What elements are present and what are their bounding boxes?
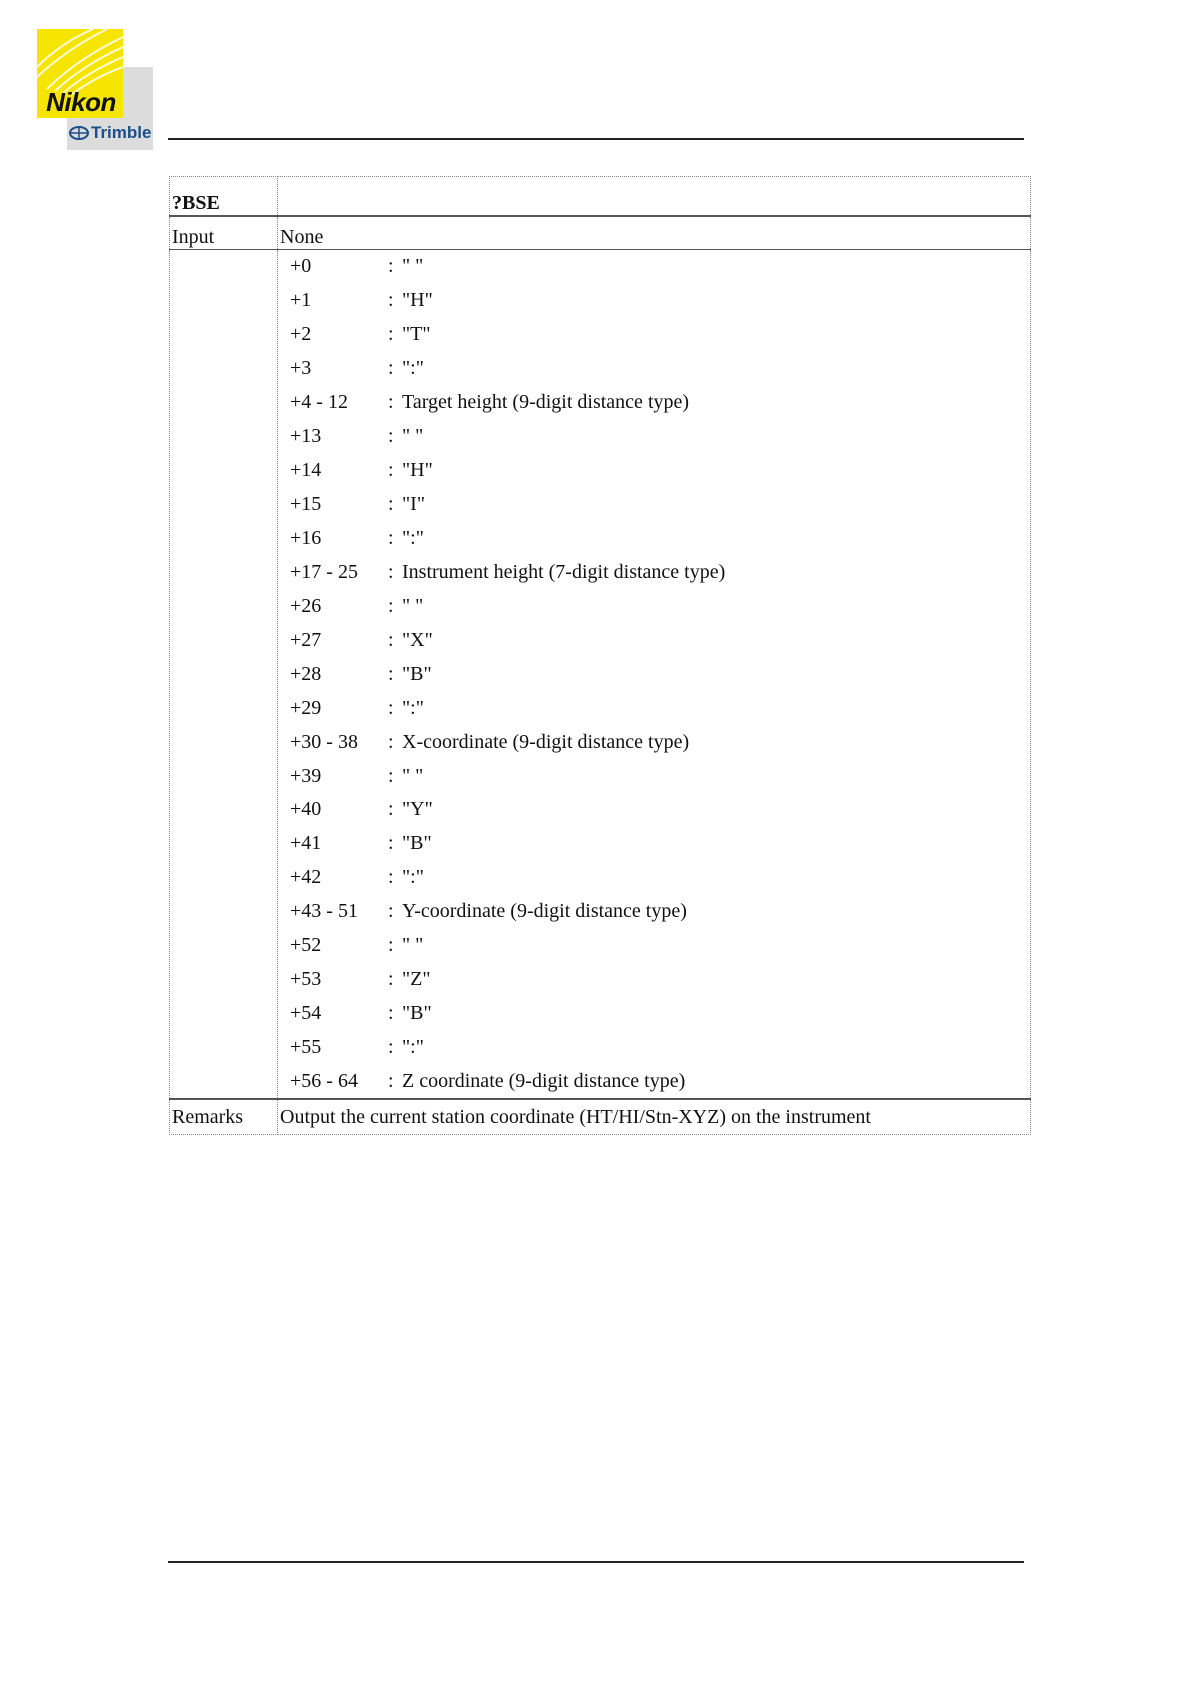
output-colon: : bbox=[388, 662, 394, 685]
output-desc: " " bbox=[402, 594, 424, 617]
output-line bbox=[280, 522, 1028, 556]
output-line bbox=[280, 352, 1028, 386]
command-row bbox=[170, 177, 1031, 217]
output-offset: +39 bbox=[290, 764, 322, 787]
output-offset: +4 - 12 bbox=[290, 391, 348, 414]
output-desc: "H" bbox=[402, 459, 433, 482]
remarks-row bbox=[170, 1099, 1031, 1135]
output-offset: +55 bbox=[290, 1036, 322, 1059]
output-colon: : bbox=[388, 1036, 394, 1059]
output-colon: : bbox=[388, 628, 394, 651]
output-offset: +1 bbox=[290, 289, 312, 312]
output-desc: Instrument height (7-digit distance type) bbox=[402, 560, 726, 583]
output-line bbox=[280, 284, 1028, 318]
output-offset: +29 bbox=[290, 696, 322, 719]
output-offset: +56 - 64 bbox=[290, 1069, 358, 1092]
output-line bbox=[280, 725, 1028, 759]
output-offset: +2 bbox=[290, 323, 312, 346]
output-colon: : bbox=[388, 900, 394, 923]
output-desc: "H" bbox=[402, 289, 433, 312]
output-colon: : bbox=[388, 594, 394, 617]
output-line bbox=[280, 420, 1028, 454]
output-desc: "B" bbox=[402, 662, 432, 685]
output-offset: +27 bbox=[290, 628, 322, 651]
output-desc: " " bbox=[402, 255, 424, 278]
output-line bbox=[280, 454, 1028, 488]
output-colon: : bbox=[388, 764, 394, 787]
output-colon: : bbox=[388, 1002, 394, 1025]
output-desc: ":" bbox=[402, 357, 424, 380]
output-line bbox=[280, 963, 1028, 997]
output-offset: +52 bbox=[290, 934, 322, 957]
output-desc: Z coordinate (9-digit distance type) bbox=[402, 1069, 686, 1092]
output-desc: ":" bbox=[402, 1036, 424, 1059]
header-rule bbox=[168, 138, 1024, 140]
command-name: ?BSE bbox=[170, 177, 278, 217]
output-line bbox=[280, 623, 1028, 657]
output-offset: +40 bbox=[290, 798, 322, 821]
output-colon: : bbox=[388, 526, 394, 549]
output-offset: +42 bbox=[290, 866, 322, 889]
output-colon: : bbox=[388, 493, 394, 516]
output-line bbox=[280, 1031, 1028, 1065]
output-line bbox=[280, 929, 1028, 963]
command-spec-table bbox=[169, 176, 1031, 1135]
output-offset: +16 bbox=[290, 526, 322, 549]
output-offset: +26 bbox=[290, 594, 322, 617]
output-desc: " " bbox=[402, 934, 424, 957]
output-offset: +15 bbox=[290, 493, 322, 516]
output-colon: : bbox=[388, 255, 394, 278]
output-desc: "B" bbox=[402, 1002, 432, 1025]
output-offset: +41 bbox=[290, 832, 322, 855]
output-line bbox=[280, 657, 1028, 691]
logo-trimble bbox=[69, 121, 153, 145]
output-desc: X-coordinate (9-digit distance type) bbox=[402, 730, 690, 753]
output-offset: +14 bbox=[290, 459, 322, 482]
output-offset: +43 - 51 bbox=[290, 900, 358, 923]
input-label: Input bbox=[170, 216, 278, 250]
output-colon: : bbox=[388, 696, 394, 719]
output-colon: : bbox=[388, 560, 394, 583]
output-colon: : bbox=[388, 357, 394, 380]
nikon-trimble-logo bbox=[37, 29, 153, 150]
output-offset: +13 bbox=[290, 425, 322, 448]
output-line bbox=[280, 589, 1028, 623]
output-desc: "X" bbox=[402, 628, 433, 651]
output-desc: "T" bbox=[402, 323, 431, 346]
output-desc: " " bbox=[402, 425, 424, 448]
output-offset: +17 - 25 bbox=[290, 560, 358, 583]
output-format-list bbox=[278, 250, 1031, 1100]
output-desc: "Y" bbox=[402, 798, 433, 821]
output-colon: : bbox=[388, 323, 394, 346]
output-colon: : bbox=[388, 459, 394, 482]
output-colon: : bbox=[388, 798, 394, 821]
remarks-label: Remarks bbox=[170, 1099, 278, 1135]
logo-yellow-panel bbox=[37, 29, 123, 118]
output-desc: Y-coordinate (9-digit distance type) bbox=[402, 900, 687, 923]
output-colon: : bbox=[388, 866, 394, 889]
output-label-cell bbox=[170, 250, 278, 1100]
output-desc: " " bbox=[402, 764, 424, 787]
output-offset: +28 bbox=[290, 662, 322, 685]
output-line bbox=[280, 861, 1028, 895]
output-line bbox=[280, 827, 1028, 861]
trimble-globe-icon bbox=[69, 125, 89, 141]
remarks-value: Output the current station coordinate (HT/HI/Stn-XYZ) on the instrument bbox=[278, 1099, 1031, 1135]
output-line bbox=[280, 691, 1028, 725]
footer-rule bbox=[168, 1561, 1024, 1563]
output-offset: +30 - 38 bbox=[290, 730, 358, 753]
output-line bbox=[280, 793, 1028, 827]
output-line bbox=[280, 386, 1028, 420]
output-line bbox=[280, 895, 1028, 929]
output-colon: : bbox=[388, 289, 394, 312]
output-desc: "I" bbox=[402, 493, 425, 516]
command-blank-cell bbox=[278, 177, 1031, 217]
output-row bbox=[170, 250, 1031, 1100]
output-offset: +54 bbox=[290, 1002, 322, 1025]
output-line bbox=[280, 250, 1028, 284]
output-line bbox=[280, 759, 1028, 793]
output-colon: : bbox=[388, 730, 394, 753]
logo-trimble-text: Trimble bbox=[91, 123, 152, 142]
output-desc: ":" bbox=[402, 526, 424, 549]
logo-nikon-text: Nikon bbox=[46, 87, 116, 117]
output-colon: : bbox=[388, 425, 394, 448]
output-desc: Target height (9-digit distance type) bbox=[402, 391, 690, 414]
output-offset: +3 bbox=[290, 357, 312, 380]
output-offset: +0 bbox=[290, 255, 312, 278]
input-row bbox=[170, 216, 1031, 250]
output-desc: "Z" bbox=[402, 968, 431, 991]
output-colon: : bbox=[388, 1069, 394, 1092]
output-colon: : bbox=[388, 934, 394, 957]
output-desc: ":" bbox=[402, 696, 424, 719]
output-line bbox=[280, 997, 1028, 1031]
output-desc: "B" bbox=[402, 832, 432, 855]
output-line bbox=[280, 1065, 1028, 1099]
output-colon: : bbox=[388, 832, 394, 855]
output-offset: +53 bbox=[290, 968, 322, 991]
output-colon: : bbox=[388, 391, 394, 414]
output-colon: : bbox=[388, 968, 394, 991]
output-line bbox=[280, 488, 1028, 522]
output-line bbox=[280, 555, 1028, 589]
output-line bbox=[280, 318, 1028, 352]
input-value: None bbox=[278, 216, 1031, 250]
output-desc: ":" bbox=[402, 866, 424, 889]
